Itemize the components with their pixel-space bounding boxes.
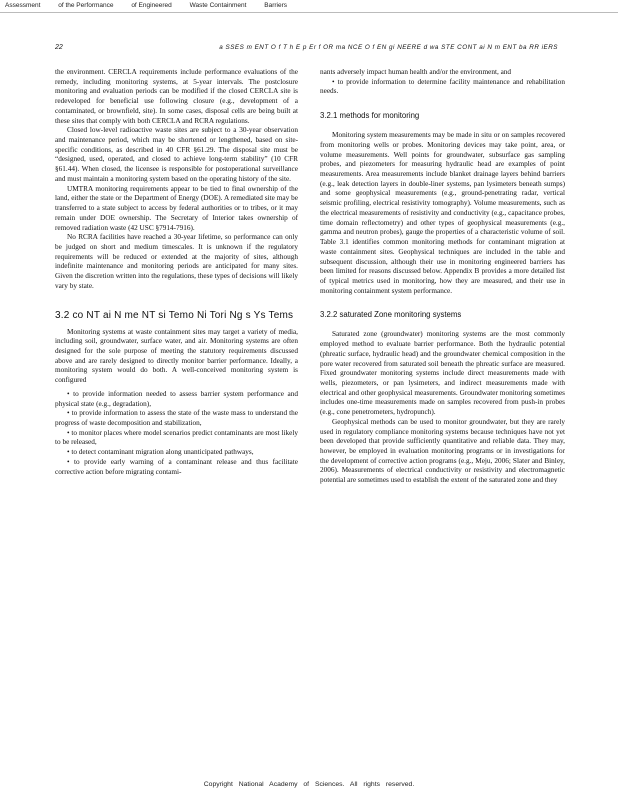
subsection-heading-3-2-2: 3.2.2 saturated Zone monitoring systems [320,310,462,320]
book-title-word: Assessment [5,2,41,9]
bullet-item: • to provide information to assess the state of the waste mass to understand the progress of waste decomposition and stabilization, [55,409,298,427]
subsection-heading-3-2-1: 3.2.1 methods for monitoring [320,111,420,121]
book-title-word: Waste Containment [189,2,247,9]
paragraph-monitoring-methods: Monitoring system measurements may be made in situ or on samples recovered from monitoring wells or probes. Monitoring devices may take point, area, or volume measurements. Well points for groundwater, subsurface gas sampling probes, and piezometers for measuring hydraulic head are examples of point measurements. Area measurements include blanket drainage layers behind barriers (e.g., leak detection layers in double-liner systems, pan lysimeters beneath sumps) and some geophysical measurements (e.g., ground-penetrating radar, vertical seismic profiling, electrical resistivity tomography). Volume measurements, such as the electrical measurements of resistivity and conductivity (e.g., capacitance probes, time domain reflectometry) and other types of geophysical measurements (e.g., gamma and neutron probes), gauge the properties of a characteristic volume of soil. Table 3.1 identifies common monitoring methods for contaminant migration at waste containment sites. Geophysical techniques are included in the table and subsequent discussion, although their use in monitoring engineered barriers has been limited for reasons discussed below. Appendix B provides a more detailed list of typical metrics used in monitoring, how they are measured, and their use in monitoring containment system performance. [320,131,565,295]
bullet-item: • to provide information to determine facility maintenance and rehabilitation needs. [320,77,565,96]
bullet-item: • to detect contaminant migration along unanticipated pathways, [67,448,254,457]
book-title-word: Barriers [264,2,288,9]
paragraph-section-intro: Monitoring systems at waste containment sites may target a variety of media, including soil, groundwater, surface water, and air. Monitoring systems are often designed for the sole purpose of meeting the statutory requirements discussed above and are rarely designed to directly monitor barrier performance. Ideally, a monitoring system would do both. A well-conceived monitoring system is configured [55,327,298,385]
book-title-bar [0,0,618,13]
paragraph-umtra: UMTRA monitoring requirements appear to be tied to final ownership of the land, either the state or the Department of Energy (DOE). A remediated site may be transferred to a state subject to access by federal authorities or to tribes, or it may remain under DOE ownership. The Secretary of Interior takes ownership of removed radiation waste (42 USC §7914-7916). [55,184,298,232]
section-heading-3-2: 3.2 co NT ai N me NT si Temo Ni Tori Ng s Ys Tems [55,309,294,321]
left-column [55,68,298,477]
book-title-word: of Engineered [131,2,172,9]
paragraph-llrw: Closed low-level radioactive waste sites are subject to a 30-year observation and maintenance period, which may be shortened or lengthened, based on site-specific conditions, as described in 40 CFR §61.29. The disposal site must be “designed, used, operated, and closed to achieve long-term stability” (10 CFR §61.44). When closed, the licensee is responsible for postoperational surveillance and must maintain a monitoring system based on the operating history of the site. [55,126,298,183]
paragraph-rcra: No RCRA facilities have reached a 30-year lifetime, so performance can only be judged on short and medium timescales. It is unknown if the regulatory requirements will be reduced or extended at the majority of sites, although indefinite maintenance and monitoring periods are anticipated for many sites. Given the discretion written into the regulations, these types of decisions will likely vary by state. [55,233,298,290]
bullet-item: • to monitor places where model scenarios predict contaminants are most likely to be released, [55,428,298,447]
bullet-item: • to provide early warning of a contaminant release and thus facilitate corrective action before migrating contami- [55,457,298,476]
right-column [320,68,565,486]
book-title-word: of the Performance [58,2,114,9]
page-number: 22 [55,44,63,51]
bullet-continuation: nants adversely impact human health and/or the environment, and [320,68,512,76]
running-head: a SSES m ENT O f T h E p Er f OR ma NCE O f EN gi NEERE d wa STE CONT ai N m ENT ba RR iERS [219,44,558,51]
paragraph-cercla-continued: the environment. CERCLA requirements include performance evaluations of the remedy, including monitoring systems, at 5-year intervals. The postclosure monitoring and evaluation periods can be modified if the closed CERCLA site is redeveloped for beneficial use following closure (e.g., development of a contaminated, or brownfield, site). In some cases, disposal cells are being built at these sites that comply with both CERCLA and RCRA regulations. [55,68,298,125]
paragraph-geophysical-methods: Geophysical methods can be used to monitor groundwater, but they are rarely used in regulatory compliance monitoring systems because techniques have not yet been developed that provide sufficiently quantitative and reliable data. They may, however, be employed in evaluation monitoring programs or in investigations for the development of corrective action programs (e.g., Meju, 2006; Slater and Binley, 2006). Measurements of electrical conductivity or resistivity and electromagnetic potential are sometimes used to establish the extent of the saturated zone and they [320,417,565,485]
bullet-item: • to provide information needed to assess barrier system performance and physical state (e.g., degradation), [55,389,298,408]
paragraph-saturated-zone: Saturated zone (groundwater) monitoring systems are the most commonly employed method to evaluate barrier performance. Both the hydraulic potential (phreatic surface, hydraulic head) and the groundwater chemical composition in the pore water recovered from saturated soil beneath the phreatic surface are measured. Fixed groundwater monitoring systems include direct measurements made with wells, piezometers, or pan lysimeters, and indirect measurements made with electrical and other geophysical measurements. Groundwater monitoring sometimes includes one-time measurements made on samples recovered from push-in probes (e.g., cone penetrometers, hydropunch). [320,330,565,417]
copyright-footer: Copyright National Academy of Sciences. All rights reserved. [203,781,415,788]
